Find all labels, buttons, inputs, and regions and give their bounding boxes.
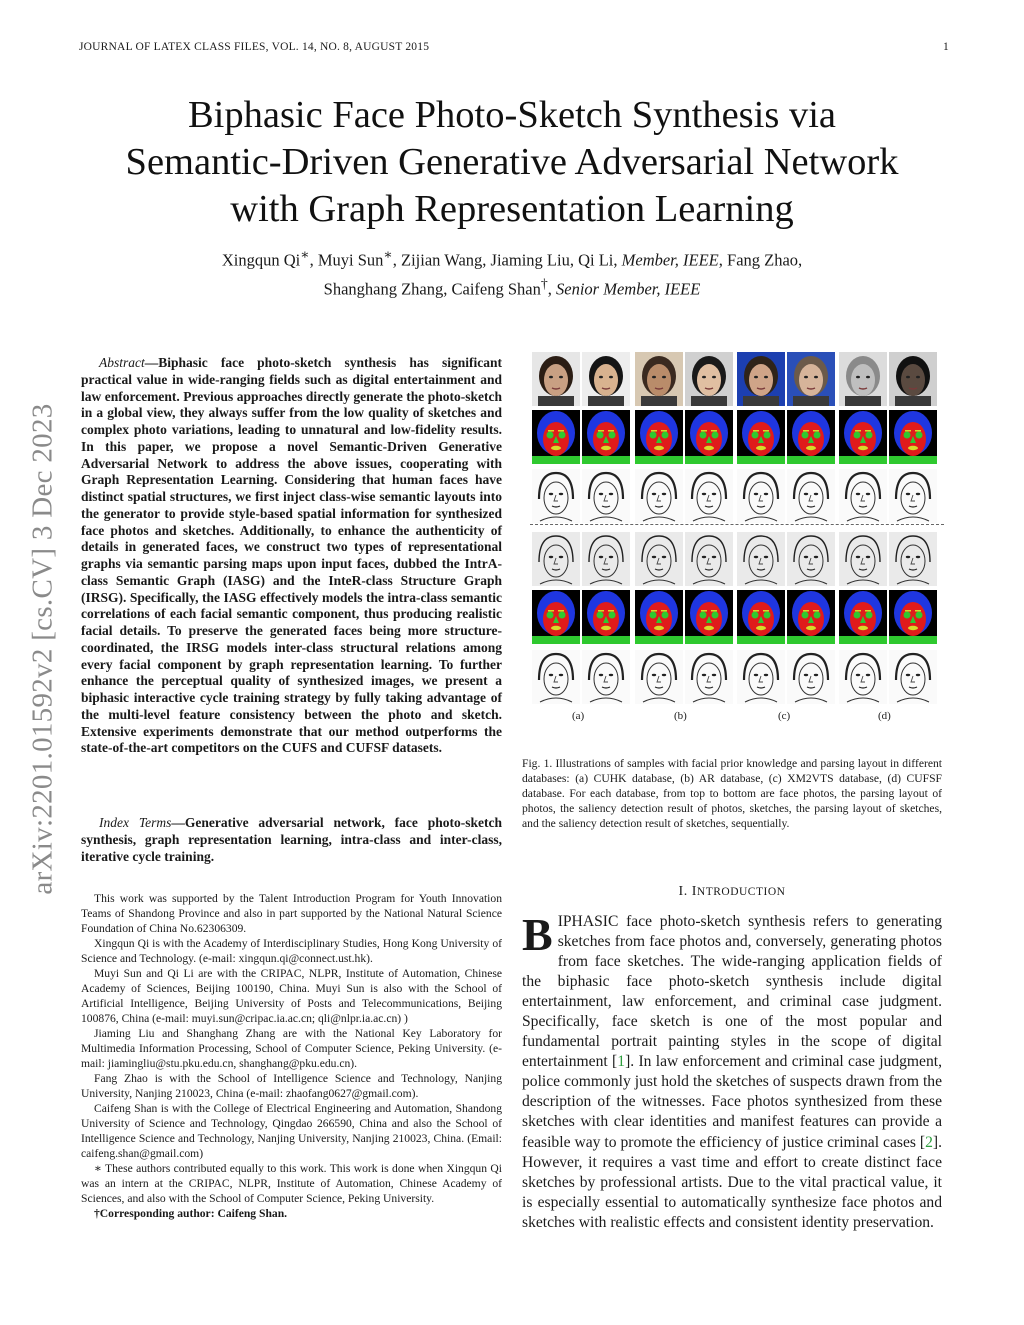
citation-link[interactable]: 1 <box>617 1053 626 1071</box>
title-line-2: Semantic-Driven Generative Adversarial Network <box>125 141 899 183</box>
figure-subpanel-label: (d) <box>878 710 891 722</box>
index-terms-text: —Generative adversarial network, face photo-sketch synthesis, graph representation learning, intra-class and inter-class, iterative cycle training. <box>81 815 502 864</box>
face-thumbnail <box>737 410 785 464</box>
title-line-3: with Graph Representation Learning <box>230 188 794 230</box>
face-thumbnail <box>787 352 835 406</box>
face-thumbnail <box>582 352 630 406</box>
footnote-equal-contribution: ∗ These authors contributed equally to this work. This work is done when Xingqun Qi was an intern at the CRIPAC, NLPR, Institute of Automation, Chinese Academy of Sciences, and also with the School of Computer Science, Peking University. <box>81 1162 502 1205</box>
face-thumbnail <box>889 532 937 586</box>
paper-title <box>60 92 964 233</box>
drop-cap: B <box>522 909 553 960</box>
introduction-body <box>522 909 942 1233</box>
face-thumbnail <box>737 469 785 523</box>
face-thumbnail <box>787 650 835 704</box>
figure-subpanel-label: (b) <box>674 710 687 722</box>
face-thumbnail <box>787 469 835 523</box>
face-thumbnail <box>582 532 630 586</box>
section-number: I. <box>678 884 692 899</box>
face-thumbnail <box>582 469 630 523</box>
face-thumbnail <box>532 532 580 586</box>
author-names: , Zijian Wang, Jiaming Liu, Qi Li, <box>392 250 622 270</box>
citation-link[interactable]: 2 <box>925 1133 933 1151</box>
face-thumbnail <box>839 352 887 406</box>
equal-contribution-mark: ∗ <box>300 247 310 262</box>
title-line-1: Biphasic Face Photo-Sketch Synthesis via <box>187 94 836 136</box>
author-name: Xingqun Qi <box>221 250 301 270</box>
author-names: Shanghang Zhang, Caifeng Shan <box>323 279 541 298</box>
corresponding-mark: † <box>540 275 548 291</box>
intro-text: IPHASIC face photo-sketch synthesis refers to generating sketches from face photos and, conversely, generating photos from face sketches. The wide-ranging application fields of the biphasic face photo-sketch synthesis include digital entertainment, law enforcement, and criminal case judgment. Specifically, face sketch is one of the most popular and fundamental portrait painting styles in the scope of digital entertainment [ <box>522 913 942 1071</box>
face-thumbnail <box>889 469 937 523</box>
figure-subpanel-label: (c) <box>778 710 791 722</box>
abstract <box>81 355 502 757</box>
face-thumbnail <box>839 650 887 704</box>
face-thumbnail <box>685 590 733 644</box>
abstract-label: Abstract <box>99 355 145 370</box>
face-thumbnail <box>685 352 733 406</box>
figure-row <box>530 469 944 525</box>
running-header <box>79 41 949 53</box>
face-thumbnail <box>737 352 785 406</box>
face-thumbnail <box>685 469 733 523</box>
face-thumbnail <box>787 590 835 644</box>
face-thumbnail <box>737 650 785 704</box>
intro-text: ]. However, it requires a vast time and effort to create distinct face sketches by professional artists. Due to the vital practical value, it is especially essential to automatically synthesize face photos and sketches with realistic effects and consistent identity preservation. <box>522 1133 942 1231</box>
index-terms-label: Index Terms <box>99 815 172 830</box>
face-thumbnail <box>685 410 733 464</box>
face-thumbnail <box>582 590 630 644</box>
face-thumbnail <box>532 590 580 644</box>
section-heading <box>522 884 942 900</box>
face-thumbnail <box>532 469 580 523</box>
author-names: , Fang Zhao, <box>718 250 803 270</box>
face-thumbnail <box>889 650 937 704</box>
arxiv-watermark <box>20 359 66 939</box>
face-thumbnail <box>685 532 733 586</box>
face-thumbnail <box>635 410 683 464</box>
author-name: , Muyi Sun <box>309 250 384 270</box>
face-thumbnail <box>635 590 683 644</box>
author-list <box>90 243 934 300</box>
face-thumbnail <box>532 650 580 704</box>
face-thumbnail <box>889 352 937 406</box>
face-thumbnail <box>532 410 580 464</box>
figure-row <box>530 352 944 407</box>
index-terms <box>81 815 502 865</box>
face-thumbnail <box>787 410 835 464</box>
face-thumbnail <box>635 532 683 586</box>
face-thumbnail <box>839 532 887 586</box>
page-number: 1 <box>943 41 949 53</box>
face-thumbnail <box>839 590 887 644</box>
footnote-affiliation: Fang Zhao is with the School of Intelligence Science and Technology, Nanjing University, Nanjing 210023, China (e-mail: zhaofang0627@gmail.com). <box>81 1072 502 1100</box>
figure-row <box>530 590 944 645</box>
footnote-corresponding: †Corresponding author: Caifeng Shan. <box>94 1207 288 1220</box>
figure-row <box>530 650 944 705</box>
footnote-affiliation: Xingqun Qi is with the Academy of Interdisciplinary Studies, Hong Kong University of Science and Technology. (e-mail: xingqun.qi@connect.ust.hk). <box>81 937 502 965</box>
face-thumbnail <box>839 469 887 523</box>
face-thumbnail <box>839 410 887 464</box>
figure-caption: Fig. 1. Illustrations of samples with facial prior knowledge and parsing layout in different databases: (a) CUHK database, (b) AR database, (c) XM2VTS database, (d) CUFSF database. For each database, from top to bottom are face photos, the parsing layout of photos, the saliency detection result of photos, sketches, the parsing layout of sketches, and the saliency detection result of sketches, sequentially. <box>522 757 942 830</box>
intro-text: ]. In law enforcement and criminal case judgment, police commonly just hold the sketches of suspects drawn from the description of the witnesses. Face photos synthesized from these sketches with clear identities and manifest features can provide a feasible way to promote the efficiency of justice criminal cases [ <box>522 1053 942 1151</box>
footnote-affiliation: Jiaming Liu and Shanghang Zhang are with the National Key Laboratory for Multimedia Information Processing, School of Computer Science, Peking University. (e-mail: jiamingliu@stu.pku.edu.cn, shanghang@pku.edu.cn). <box>81 1027 502 1070</box>
face-thumbnail <box>889 590 937 644</box>
separator: , <box>547 279 556 298</box>
face-thumbnail <box>737 532 785 586</box>
footnote-affiliation: Muyi Sun and Qi Li are with the CRIPAC, NLPR, Institute of Automation, Chinese Academy of Sciences, Beijing 100190, China. Muyi Sun is also with the School of Artificial Intelligence, Beijing University of Posts and Telecommunications, Beijing 100876, China (e-mail: muyi.sun@cripac.ia.ac.cn; qli@nlpr.ia.ac.cn) ) <box>81 967 502 1025</box>
member-title: Member, IEEE <box>621 250 719 270</box>
face-thumbnail <box>635 469 683 523</box>
section-title-rest: NTRODUCTION <box>696 886 786 898</box>
figure-row <box>530 532 944 587</box>
figure-subpanel-label: (a) <box>572 710 585 722</box>
senior-member-title: Senior Member, IEEE <box>556 279 701 298</box>
face-thumbnail <box>787 532 835 586</box>
equal-contribution-mark: ∗ <box>383 247 393 262</box>
face-thumbnail <box>737 590 785 644</box>
face-thumbnail <box>582 650 630 704</box>
footnote-affiliation: Caifeng Shan is with the College of Electrical Engineering and Automation, Shandong University of Science and Technology, Qingdao 266590, China and also the School of Intelligence Science and Technology, Nanjing University, Nanjing 210023, China. (Email: caifeng.shan@gmail.com) <box>81 1102 502 1160</box>
face-thumbnail <box>889 410 937 464</box>
arxiv-id: arXiv:2201.01592v2 [cs.CV] 3 Dec 2023 <box>26 403 59 895</box>
abstract-text: —Biphasic face photo-sketch synthesis has significant practical value in wide-ranging fields such as digital entertainment and law enforcement. Previous approaches directly generate the photo-sketch in a global view, they always suffer from the low quality of sketches and complex photo variations, leading to unnatural and low-fidelity results. In this paper, we propose a novel Semantic-Driven Generative Adversarial Network to address the above issues, cooperating with Graph Representation Learning. Considering that human faces have distinct spatial structures, we first inject class-wise semantic layouts into the generator to provide style-based spatial information for synthesized face photos and sketches. Additionally, to enhance the authenticity of details in generated faces, we construct two types of representational graphs via semantic parsing maps upon input faces, dubbed the IntrA-class Semantic Graph (IASG) and the InteR-class Structure Graph (IRSG). Specifically, the IASG effectively models the intra-class semantic correlations of each facial semantic component, thus producing realistic facial details. To preserve the generated faces being more structure-coordinated, the IRSG models inter-class structural relations among every facial component by graph representation learning. To further enhance the perceptual quality of synthesized images, we present a biphasic interactive cycle training strategy by fully taking advantage of the multi-level feature consistency between the photo and sketch. Extensive experiments demonstrate that our method outperforms the state-of-the-art competitors on the CUFS and CUFSF datasets. <box>81 355 502 756</box>
journal-name: JOURNAL OF LATEX CLASS FILES, VOL. 14, NO. 8, AUGUST 2015 <box>79 41 430 53</box>
face-thumbnail <box>635 352 683 406</box>
face-thumbnail <box>685 650 733 704</box>
footnotes <box>81 891 502 1221</box>
section-title-first: I <box>691 884 697 899</box>
figure-row <box>530 410 944 465</box>
face-thumbnail <box>532 352 580 406</box>
figure-1-grid <box>530 352 944 722</box>
face-thumbnail <box>635 650 683 704</box>
footnote-funding: This work was supported by the Talent Introduction Program for Youth Innovation Teams of Shandong Province and also in part supported by the National Natural Science Foundation of China No.62306309. <box>81 892 502 935</box>
face-thumbnail <box>582 410 630 464</box>
